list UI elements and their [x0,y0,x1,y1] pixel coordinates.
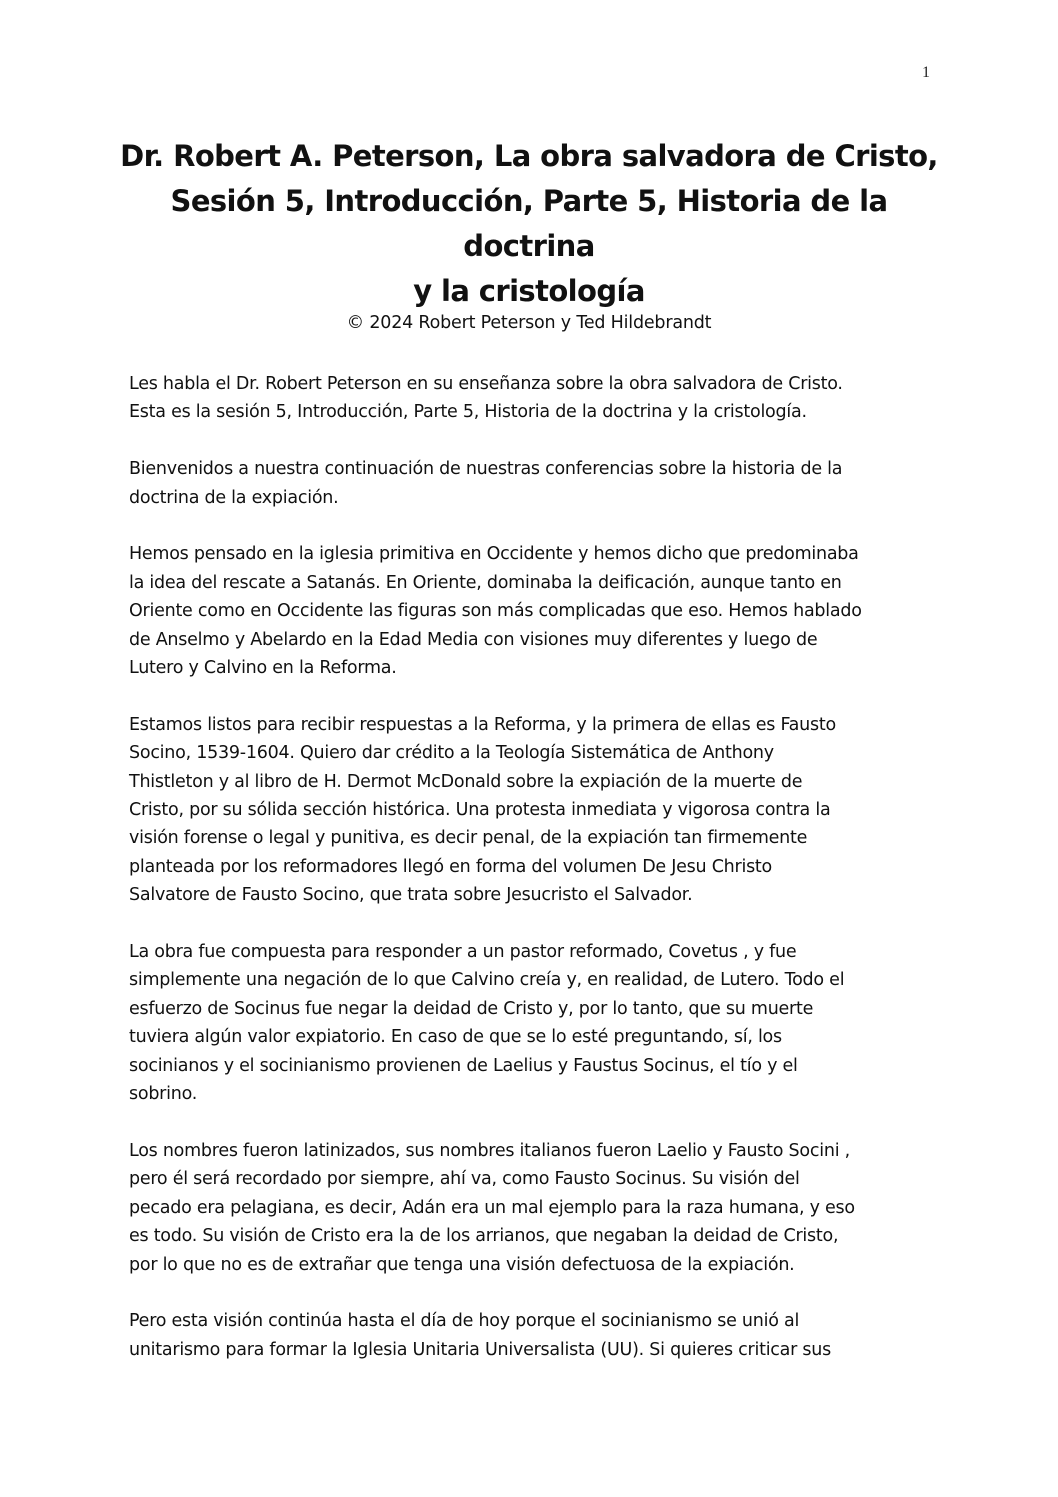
paragraph [129,938,949,1108]
title-line: doctrina [463,229,595,263]
paragraph [129,540,949,682]
title-line: y la cristología [413,274,645,308]
text-line: es todo. Su visión de Cristo era la de los arrianos, que negaban la deidad de Cristo, [129,1226,839,1247]
paragraph [129,370,949,427]
text-line: La obra fue compuesta para responder a un pastor reformado, Covetus , y fue [129,942,797,963]
text-line: Los nombres fueron latinizados, sus nombres italianos fueron Laelio y Fausto Socini , [129,1140,850,1161]
text-line: tuviera algún valor expiatorio. En caso de que se lo esté preguntando, sí, los [129,1027,782,1048]
title-line: Dr. Robert A. Peterson, La obra salvadora de Cristo, [120,139,938,173]
copyright-notice: © 2024 Robert Peterson y Ted Hildebrandt [346,313,712,333]
text-line: pero él será recordado por siempre, ahí va, como Fausto Socinus. Su visión del [129,1169,800,1190]
text-line: por lo que no es de extrañar que tenga una visión defectuosa de la expiación. [129,1254,795,1275]
text-line: Thistleton y al libro de H. Dermot McDonald sobre la expiación de la muerte de [129,771,803,792]
text-line: esfuerzo de Socinus fue negar la deidad de Cristo y, por lo tanto, que su muerte [129,998,814,1019]
paragraph [129,1307,949,1364]
text-line: simplemente una negación de lo que Calvino creía y, en realidad, de Lutero. Todo el [129,970,845,991]
body-text [129,370,949,1393]
text-line: doctrina de la expiación. [129,487,339,508]
text-line: Socino, 1539-1604. Quiero dar crédito a la Teología Sistemática de Anthony [129,743,774,764]
text-line: pecado era pelagiana, es decir, Adán era un mal ejemplo para la raza humana, y eso [129,1197,855,1218]
text-line: visión forense o legal y punitiva, es decir penal, de la expiación tan firmemente [129,828,808,849]
title-block [100,134,958,337]
text-line: unitarismo para formar la Iglesia Unitaria Universalista (UU). Si quieres criticar sus [129,1339,831,1360]
paragraph [129,455,949,512]
text-line: Pero esta visión continúa hasta el día de hoy porque el socinianismo se unió al [129,1311,800,1332]
text-line: socinianos y el socinianismo provienen de Laelius y Faustus Socinus, el tío y el [129,1055,798,1076]
title-line: Sesión 5, Introducción, Parte 5, Historia de la [170,184,888,218]
text-line: Salvatore de Fausto Socino, que trata sobre Jesucristo el Salvador. [129,885,693,906]
text-line: Oriente como en Occidente las figuras son más complicadas que eso. Hemos hablado [129,601,862,622]
text-line: Esta es la sesión 5, Introducción, Parte 5, Historia de la doctrina y la cristología. [129,402,807,423]
text-line: de Anselmo y Abelardo en la Edad Media con visiones muy diferentes y luego de [129,629,818,650]
text-line: Bienvenidos a nuestra continuación de nuestras conferencias sobre la historia de la [129,459,843,480]
text-line: planteada por los reformadores llegó en forma del volumen De Jesu Christo [129,856,772,877]
text-line: Cristo, por su sólida sección histórica. Una protesta inmediata y vigorosa contra la [129,800,831,821]
text-line: Hemos pensado en la iglesia primitiva en Occidente y hemos dicho que predominaba [129,544,859,565]
paragraph [129,1137,949,1279]
text-line: Estamos listos para recibir respuestas a la Reforma, y la primera de ellas es Fausto [129,714,836,735]
paragraph [129,711,949,910]
text-line: sobrino. [129,1084,198,1105]
text-line: la idea del rescate a Satanás. En Oriente, dominaba la deificación, aunque tanto en [129,572,842,593]
page-number: 1 [922,64,930,81]
text-line: Lutero y Calvino en la Reforma. [129,658,397,679]
text-line: Les habla el Dr. Robert Peterson en su enseñanza sobre la obra salvadora de Cristo. [129,374,843,394]
